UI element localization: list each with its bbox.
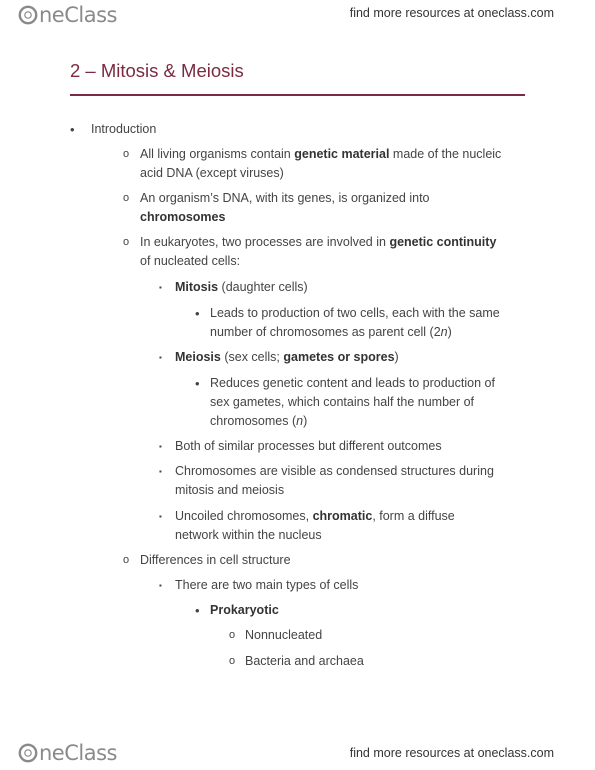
bullet-square: ▪ xyxy=(159,442,162,451)
note-line xyxy=(175,439,442,454)
bullet-circle: o xyxy=(229,655,236,667)
note-line xyxy=(140,191,430,206)
note-text: Chromosomes are visible as condensed structures during xyxy=(175,464,494,478)
note-text: network within the nucleus xyxy=(175,528,322,542)
note-line xyxy=(210,306,500,321)
bullet-circle: o xyxy=(229,629,236,641)
note-line xyxy=(210,395,474,410)
footer-logo-wordmark: neClass xyxy=(39,741,117,765)
note-text: (sex cells; xyxy=(220,350,284,364)
page-title: 2 – Mitosis & Meiosis xyxy=(70,60,244,81)
oneclass-logo-icon xyxy=(17,4,39,26)
note-line xyxy=(245,628,322,643)
bullet-square: ▪ xyxy=(159,283,162,292)
note-line xyxy=(175,350,399,365)
bullet-dot: • xyxy=(195,306,200,321)
note-line xyxy=(210,325,452,340)
title-divider xyxy=(70,94,525,96)
bullet-square: ▪ xyxy=(159,581,162,590)
bold-term: gametes or spores xyxy=(283,350,395,364)
bullet-circle: o xyxy=(123,236,130,248)
note-line xyxy=(175,528,322,543)
note-line xyxy=(140,147,501,162)
note-text: Differences in cell structure xyxy=(140,553,291,567)
note-line xyxy=(140,235,496,250)
logo-wordmark: neClass xyxy=(39,3,117,27)
note-line xyxy=(175,280,308,295)
bullet-dot: • xyxy=(70,122,75,137)
note-text: Introduction xyxy=(91,122,157,136)
note-text: number of chromosomes as parent cell (2 xyxy=(210,325,441,339)
bold-term: chromosomes xyxy=(140,210,226,224)
bold-term: genetic material xyxy=(294,147,390,161)
note-text: ) xyxy=(394,350,399,364)
note-line xyxy=(91,122,156,137)
note-line xyxy=(140,210,225,225)
bullet-square: ▪ xyxy=(159,512,162,521)
note-text: made of the nucleic xyxy=(389,147,502,161)
note-text: ) xyxy=(303,414,308,428)
italic-symbol: n xyxy=(440,325,448,339)
footer-resources-link[interactable]: find more resources at oneclass.com xyxy=(349,746,554,760)
bold-term: Mitosis xyxy=(175,280,219,294)
oneclass-logo[interactable] xyxy=(17,2,117,28)
note-text: sex gametes, which contains half the number of xyxy=(210,395,475,409)
note-line xyxy=(175,464,494,479)
note-text: chromosomes ( xyxy=(210,414,297,428)
note-text: acid DNA (except viruses) xyxy=(140,166,284,180)
note-line xyxy=(210,376,495,391)
bullet-square: ▪ xyxy=(159,353,162,362)
note-text: Uncoiled chromosomes, xyxy=(175,509,313,523)
bold-term: Meiosis xyxy=(175,350,221,364)
bullet-circle: o xyxy=(123,148,130,160)
note-line xyxy=(175,483,284,498)
note-text: All living organisms contain xyxy=(140,147,295,161)
bullet-dot: • xyxy=(195,376,200,391)
note-text: Leads to production of two cells, each with the same xyxy=(210,306,500,320)
note-text: mitosis and meiosis xyxy=(175,483,285,497)
note-line xyxy=(210,603,279,618)
oneclass-footer-logo-icon xyxy=(17,742,39,764)
note-text: (daughter cells) xyxy=(218,280,308,294)
bullet-circle: o xyxy=(123,192,130,204)
italic-symbol: n xyxy=(296,414,304,428)
note-line xyxy=(140,254,240,269)
note-text: ) xyxy=(447,325,452,339)
header-resources-link[interactable]: find more resources at oneclass.com xyxy=(349,6,554,20)
note-line xyxy=(210,414,307,429)
bullet-circle: o xyxy=(123,554,130,566)
note-line xyxy=(140,553,291,568)
bullet-dot: • xyxy=(195,603,200,618)
bold-term: genetic continuity xyxy=(389,235,497,249)
note-line xyxy=(140,166,284,181)
note-line xyxy=(175,509,455,524)
note-text: of nucleated cells: xyxy=(140,254,241,268)
note-text: Bacteria and archaea xyxy=(245,654,364,668)
note-text: An organism’s DNA, with its genes, is organized into xyxy=(140,191,430,205)
note-line xyxy=(245,654,364,669)
note-text: In eukaryotes, two processes are involved in xyxy=(140,235,390,249)
note-line xyxy=(175,578,358,593)
note-text: , form a diffuse xyxy=(372,509,455,523)
oneclass-footer-logo[interactable] xyxy=(17,740,117,766)
note-text: There are two main types of cells xyxy=(175,578,359,592)
bold-term: chromatic xyxy=(312,509,373,523)
note-text: Nonnucleated xyxy=(245,628,323,642)
bold-term: Prokaryotic xyxy=(210,603,279,617)
bullet-square: ▪ xyxy=(159,467,162,476)
note-text: Both of similar processes but different outcomes xyxy=(175,439,442,453)
note-text: Reduces genetic content and leads to production of xyxy=(210,376,495,390)
